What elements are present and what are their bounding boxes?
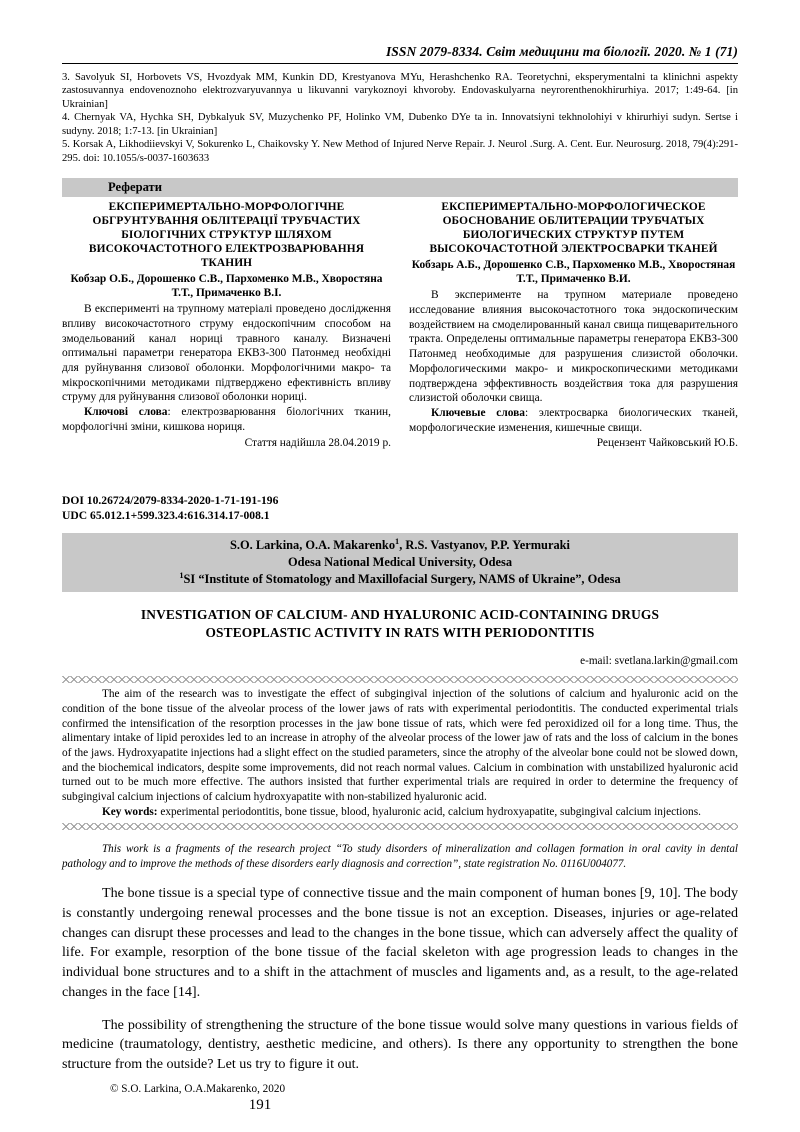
keywords-text-uk: : електрозварювання біологічних тканин, морфологічні зміни, кишкова нориця. [62,406,392,433]
english-keywords-text: experimental periodontitis, bone tissue, blood, hyaluronic acid, calcium hydroxyapatite, subgingival calcium injections. [157,805,701,818]
abstract-authors-ru: Кобзарь А.Б., Дорошенко С.В., Пархоменко М.В., Хворостяная Т.Т., Примаченко В.И. [411,258,736,286]
running-head-rule [62,63,738,64]
keywords-text-ru: : электросварка биологических тканей, морфологические изменения, кишечные свищи. [409,406,738,434]
abstract-column-uk [62,201,391,451]
reference-item: 4. Chernyak VA, Hychka SH, Dybkalyuk SV, Muzychenko PF, Holinko VM, Dubenko DYe ta in. Innovatsiyni tekhnolohiyi v khirurhiyi sudyn. Sertse i sudyny. 2018; 1:7-13. [in Ukrainian] [62,112,738,137]
zigzag-divider-top [62,676,738,683]
authors-names: S.O. Larkina, O.A. Makarenko [230,538,396,553]
identifier-block [62,493,738,523]
english-keywords-label: Key words: [102,805,158,818]
affiliation-secondary-text: SI “Institute of Stomatology and Maxillofacial Surgery, NAMS of Ukraine”, Odesa [183,572,621,587]
abstract-authors-uk: Кобзар О.Б., Дорошенко С.В., Пархоменко М.В., Хворостяна Т.Т., Примаченко В.І. [70,272,383,299]
abstract-keywords-ru [409,406,738,435]
abstract-footnote-uk: Стаття надійшла 28.04.2019 р. [244,436,391,449]
keywords-label-ru: Ключевые слова [431,406,525,419]
abstract-body-ru: В эксперименте на трупном материале проведено исследование влияния высокочастотного тока эндоскопическим воздействием на смоделированный канал свища пищеварительного тракта. Определены оптимальные параметры генератора ЕКВЗ-300 Патонмед необходимые для разрушения слизистой оболочки. Морфологическими макро- и микроскопическими методиками подтверждена эффективность воздействия тока для разрушения слизистой оболочки свища. [409,289,738,405]
page-footer [62,1083,738,1114]
abstract-title-ru: ЕКСПЕРИМЕРТАЛЬНО-МОРФОЛОГИЧЕСКОЕ ОБОСНОВАНИЕ ОБЛИТЕРАЦИИ ТРУБЧАТЫХ БИОЛОГИЧЕСКИХ СТРУКТУР ПУТЕМ ВЫСОКОЧАСТОТНОЙ ЭЛЕКТРОСВАРКИ ТКАНЕЙ [429,201,718,255]
body-paragraph: The possibility of strengthening the structure of the bone tissue would solve many questions in various fields of medicine (traumatology, dentistry, aesthetic medicine, and others). Is there any opportunity to strengthen the bone structure from the outside? Let us try to figure it out. [62,1016,738,1073]
funding-statement: This work is a fragments of the research project “To study disorders of mineralization and collagen formation in oral cavity in dental pathology and to improve the methods of these disorders early diagnosis and correction”, state registration No. 0116U004077. [62,843,738,870]
paper-title-line-1: INVESTIGATION OF CALCIUM- AND HYALURONIC ACID-CONTAINING DRUGS [140,607,660,623]
udc-line: UDC 65.012.1+599.323.4:616.314.17-008.1 [62,509,270,523]
english-abstract: The aim of the research was to investigate the effect of subgingival injection of the solutions of calcium and hyaluronic acid on the condition of the bone tissue of the alveolar process of the lower jaws of rats with experimental periodontitis. The conducted experimental trials confirmed the intensification of the resorption processes in the jaw bone tissue of rats, which were fed peroxidized oil for a long time. Thus, the alimentary intake of lipid peroxides led to an increase in atrophy of the alveolar process of the lower jaw of rats and the loss of calcium in the bones of the jaws. Hydroxyapatite injections had a slight effect on the studied parameters, since the atrophy of the alveolar bone could not be slowed down, and the biochemical indicators, despite some improvements, did not reach normal values. Calcium in combination with unstabilized hyaluronic acid turned out to be much more effective. The authors insisted that further experimental trials are required in order to determine the frequency of subgingival calcium injections of calcium hydroxyapatite with non-stabilized hyaluronic acid. [62,688,738,804]
copyright-notice: © S.O. Larkina, O.A.Makarenko, 2020 [110,1083,286,1095]
affiliation-superscript: 1 [179,571,184,581]
keywords-label-uk: Ключові слова [84,406,168,419]
paper-title-line-2: OSTEOPLASTIC ACTIVITY IN RATS WITH PERIODONTITIS [205,624,595,640]
abstract-body-uk: В експерименті на трупному матеріалі проведено дослідження впливу високочастотного струму ендоскопічним способом на змодельований канал нориці травного каналу. Визначені оптимальні параметри генератора ЕКВЗ-300 Патонмед необхідні для руйнування слизової оболонки. Морфологічними макро- та мікроскопічними методиками підтверджено ефективність впливу струму для руйнування слизової оболонки нориці. [62,303,391,404]
page-number: 191 [248,1097,272,1113]
doi-line: DOI 10.26724/2079-8334-2020-1-71-191-196 [62,494,279,508]
authors-affiliation-band [62,533,738,592]
affiliation-primary: Odesa National Medical University, Odesa [287,554,513,569]
reference-item: 3. Savolyuk SI, Horbovets VS, Hvozdyak MM, Kunkin DD, Krestyanova MYu, Herashchenko RA. Teoretychni, eksperymentalni ta klinichni aspekty zastosuvannya endovenoznoho elektrozvaryuvannya u likuvanni varykoznoyi khvoroby. Endovaskulyarna neyrorenthenokhirurhiya. 2017; 1:49-64. [in Ukrainian] [62,72,738,110]
abstract-footnote-ru: Рецензент Чайковський Ю.Б. [596,437,738,450]
authors-line [66,536,734,554]
page-title [62,606,738,641]
abstract-keywords-uk [62,405,391,434]
abstract-title-uk: ЕКСПЕРИМЕРТАЛЬНО-МОРФОЛОГІЧНЕ ОБГРУНТУВАННЯ ОБЛІТЕРАЦІЇ ТРУБЧАСТИХ БІОЛОГІЧНИХ СТРУКТУР ШЛЯХОМ ВИСОКОЧАСТОТНОГО ЕЛЕКТРОЗВАРЮВАННЯ ТКАНИН [88,201,365,269]
zigzag-divider-bottom [62,823,738,830]
reference-list [62,71,738,165]
affiliation-secondary [66,570,734,588]
reference-item: 5. Korsak A, Likhodiievskyi V, Sokurenko L, Chaikovsky Y. New Method of Injured Nerve Repair. J. Neurol .Surg. A. Cent. Eur. Neurosurg. 2018, 79(4):291-295. doi: 10.1055/s-0037-1603633 [62,139,738,164]
body-paragraph: The bone tissue is a special type of connective tissue and the main component of human bones [9, 10]. The body is constantly undergoing renewal processes and the bone tissue is not an exception. Diseases, injuries or age-related changes can disrupt these processes and lead to the changes in the bone tissue, which can adversely affect the quality of life. For example, resorption of the bone tissue of the facial skeleton with age progression leads to changes in the individual bone structures and to a shift in the attachment of muscles and ligaments and, as a result, to the age-related changes in the face [14]. [62,885,738,1000]
authors-superscript: 1 [395,537,400,547]
abstract-column-ru [409,201,738,451]
contact-email[interactable]: e-mail: svetlana.larkin@gmail.com [580,655,738,668]
abstracts-columns [62,201,738,451]
authors-names-rest: , R.S. Vastyanov, P.P. Yermuraki [399,538,570,553]
abstracts-section-band: Реферати [62,178,738,197]
running-head: ISSN 2079-8334. Світ медицини та біології. 2020. № 1 (71) [385,44,738,59]
english-keywords [62,805,738,820]
